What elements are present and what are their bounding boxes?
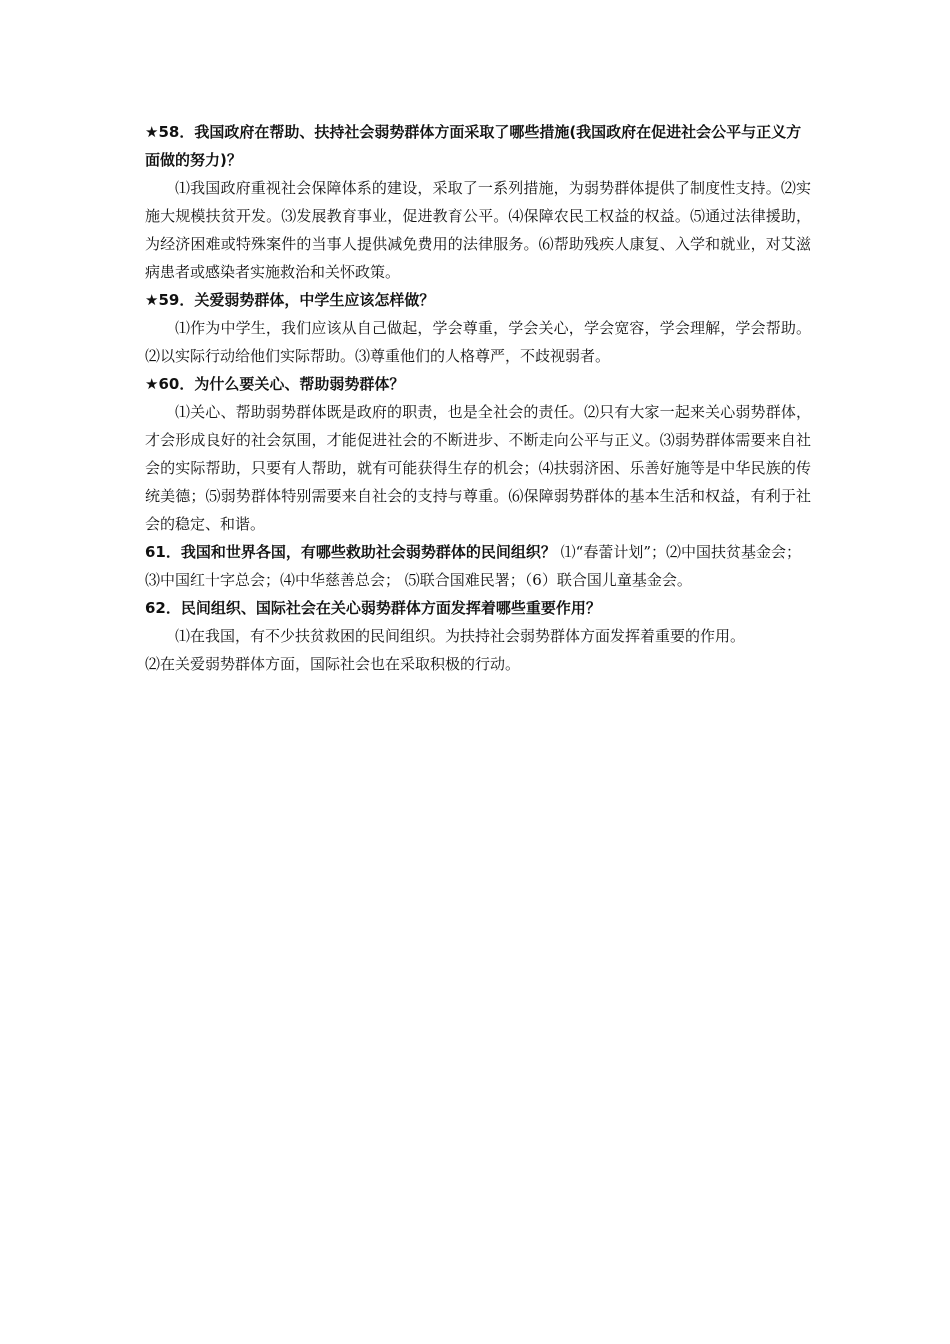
answer-60: ⑴关心、帮助弱势群体既是政府的职责，也是全社会的责任。⑵只有大家一起来关心弱势群体，才会形成良好的社会氛围，才能促进社会的不断进步、不断走向公平与正义。⑶弱势群体需要来自社会的实际帮助，只要有人帮助，就有可能获得生存的机会；⑷扶弱济困、乐善好施等是中华民族的传统美德；⑸弱势群体特别需要来自社会的支持与尊重。⑹保障弱势群体的基本生活和权益，有利于社会的稳定、和谐。 xyxy=(145,403,811,533)
question-62: 62．民间组织、国际社会在关心弱势群体方面发挥着哪些重要作用？ xyxy=(145,599,601,617)
question-61-block xyxy=(145,538,811,594)
question-61: 61．我国和世界各国，有哪些救助社会弱势群体的民间组织？ xyxy=(145,543,556,561)
question-60: ★60．为什么要关心、帮助弱势群体？ xyxy=(145,375,405,393)
question-59: ★59．关爱弱势群体，中学生应该怎样做？ xyxy=(145,291,435,309)
answer-62-part1: ⑴在我国，有不少扶贫救困的民间组织。为扶持社会弱势群体方面发挥着重要的作用。 xyxy=(175,627,746,645)
document-body xyxy=(145,118,811,678)
answer-58: ⑴我国政府重视社会保障体系的建设，采取了一系列措施，为弱势群体提供了制度性支持。⑵实施大规模扶贫开发。⑶发展教育事业，促进教育公平。⑷保障农民工权益的权益。⑸通过法律援助，为经济困难或特殊案件的当事人提供减免费用的法律服务。⑹帮助残疾人康复、入学和就业，对艾滋病患者或感染者实施救治和关怀政策。 xyxy=(145,179,811,281)
answer-62-part2: ⑵在关爱弱势群体方面，国际社会也在采取积极的行动。 xyxy=(145,655,521,673)
answer-61: ⑴“春蕾计划”；⑵中国扶贫基金会；⑶中国红十字总会；⑷中华慈善总会； ⑸联合国难民署；（6）联合国儿童基金会。 xyxy=(145,543,801,589)
question-58: ★58．我国政府在帮助、扶持社会弱势群体方面采取了哪些措施(我国政府在促进社会公平与正义方面做的努力)？ xyxy=(145,123,802,169)
answer-59: ⑴作为中学生，我们应该从自己做起，学会尊重，学会关心，学会宽容，学会理解，学会帮助。⑵以实际行动给他们实际帮助。⑶尊重他们的人格尊严，不歧视弱者。 xyxy=(145,319,811,365)
